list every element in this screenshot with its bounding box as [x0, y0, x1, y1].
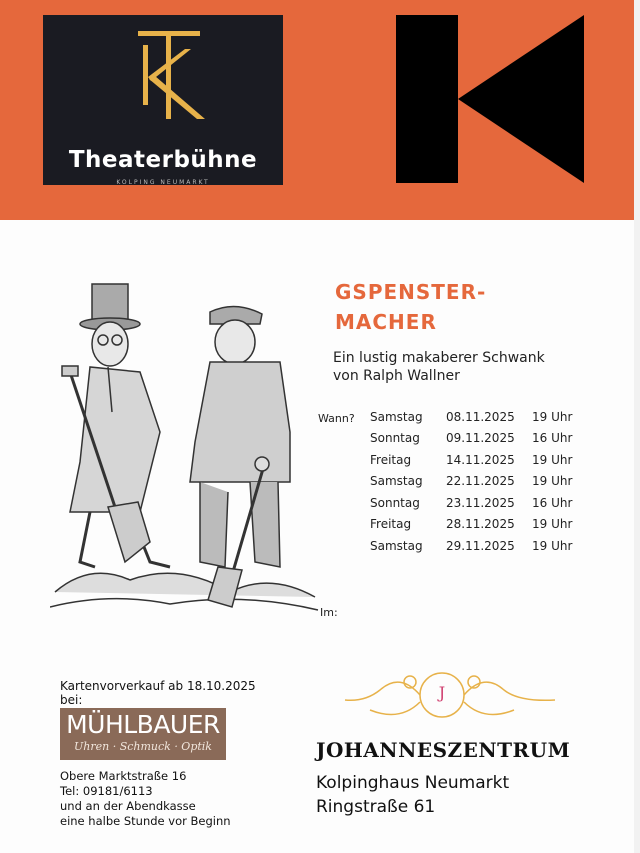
presale-line2: bei: — [60, 693, 83, 707]
schedule-day: Samstag — [370, 538, 423, 553]
schedule-row — [370, 449, 582, 471]
gravediggers-illustration — [50, 262, 320, 622]
schedule-date: 09.11.2025 — [446, 431, 515, 446]
schedule-time: 19 Uhr — [532, 452, 573, 467]
schedule-day: Freitag — [370, 452, 412, 467]
schedule-date: 08.11.2025 — [446, 409, 515, 424]
logo-subtext: KOLPING NEUMARKT — [116, 179, 210, 186]
schedule-day: Samstag — [370, 409, 423, 424]
schedule-day: Sonntag — [370, 495, 420, 510]
shop-name: MÜHLBAUER — [66, 710, 220, 739]
schedule-label: Wann? — [318, 412, 355, 425]
shop-tagline: Uhren · Schmuck · Optik — [74, 740, 212, 753]
page-edge — [634, 0, 640, 853]
schedule-row — [370, 406, 582, 428]
play-title-line2: MACHER — [335, 310, 437, 334]
presale-line1: Kartenvorverkauf ab 18.10.2025 — [60, 679, 256, 693]
address-line2: Tel: 09181/6113 — [60, 784, 153, 798]
address-line4: eine halbe Stunde vor Beginn — [60, 814, 231, 828]
schedule-date: 23.11.2025 — [446, 495, 515, 510]
muehlbauer-logo — [60, 708, 226, 760]
schedule-date: 22.11.2025 — [446, 474, 515, 489]
venue-line2: Ringstraße 61 — [316, 797, 436, 817]
schedule-date: 28.11.2025 — [446, 517, 515, 532]
play-subtitle-line2: von Ralph Wallner — [333, 368, 460, 384]
presale-info — [60, 679, 256, 707]
schedule-row — [370, 471, 582, 493]
play-subtitle — [333, 349, 545, 385]
logo-text: Theaterbühne — [68, 147, 258, 173]
schedule-row — [370, 535, 582, 557]
k-logo-icon — [396, 15, 584, 183]
schedule-day: Freitag — [370, 517, 412, 532]
theaterbuehne-logo — [43, 15, 283, 185]
tk-monogram-icon — [43, 15, 283, 145]
play-title — [335, 277, 486, 337]
schedule-day: Sonntag — [370, 431, 420, 446]
schedule-table — [370, 406, 582, 557]
schedule-time: 19 Uhr — [532, 538, 573, 553]
schedule-time: 19 Uhr — [532, 474, 573, 489]
venue-name: JOHANNESZENTRUM — [316, 738, 571, 762]
schedule-time: 16 Uhr — [532, 431, 573, 446]
presale-address — [60, 769, 231, 829]
schedule-date: 29.11.2025 — [446, 538, 515, 553]
schedule-row — [370, 514, 582, 536]
schedule-row — [370, 428, 582, 450]
venue-line1: Kolpinghaus Neumarkt — [316, 773, 510, 793]
play-title-line1: GSPENSTER- — [335, 280, 487, 304]
schedule-day: Samstag — [370, 474, 423, 489]
schedule-time: 19 Uhr — [532, 517, 573, 532]
play-subtitle-line1: Ein lustig makaberer Schwank — [333, 350, 545, 366]
kolping-k-logo — [396, 15, 584, 183]
location-label: Im: — [320, 606, 338, 619]
schedule-date: 14.11.2025 — [446, 452, 515, 467]
address-line1: Obere Marktstraße 16 — [60, 769, 187, 783]
schedule-time: 16 Uhr — [532, 495, 573, 510]
venue-monogram: J — [438, 683, 446, 702]
address-line3: und an der Abendkasse — [60, 799, 196, 813]
schedule-time: 19 Uhr — [532, 409, 573, 424]
schedule-row — [370, 492, 582, 514]
